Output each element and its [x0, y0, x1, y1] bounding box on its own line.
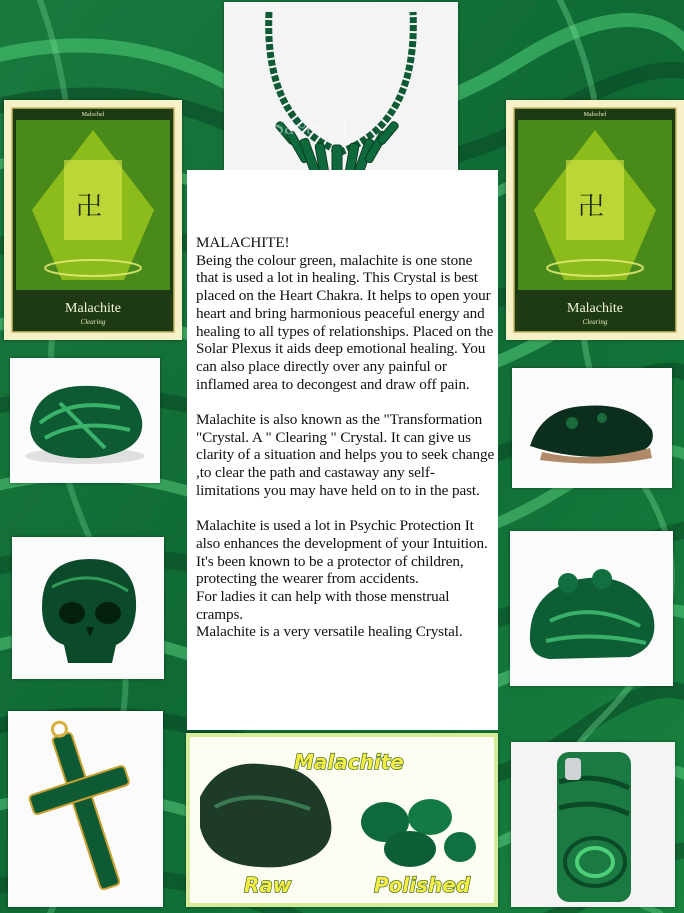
card-title: Malachite	[65, 301, 121, 316]
necklace-watermark: Sa~bead	[272, 114, 348, 139]
oracle-card-left	[4, 100, 182, 340]
oracle-card-image	[506, 100, 684, 340]
description-paragraph-1: MALACHITE! Being the colour green, malachite is one stone that is used a lot in healing. This Crystal is best placed on the Heart Chakra. It helps to open your heart and bring harmonious peaceful energy and healing to all types of relationships. Placed on the Solar Plexus it aids deep emotional healing. You can also place directly over any painful or inflamed area to decongest and draw off pain.	[196, 234, 494, 393]
raw-polished-photo	[186, 733, 498, 907]
card-subtitle: Clearing	[582, 318, 608, 326]
malachite-description	[187, 170, 498, 730]
phone-case-image	[511, 742, 675, 907]
card-subtitle: Clearing	[80, 318, 106, 326]
raw-label: Raw	[244, 873, 292, 897]
raw-polished-image	[190, 737, 494, 903]
raw-cluster-photo	[512, 368, 672, 488]
polished-stone-image	[10, 358, 160, 483]
malachite-skull-photo	[12, 537, 164, 679]
phone-case-photo	[511, 742, 675, 907]
card-top-label: Malochel	[583, 112, 607, 118]
frog-image	[510, 531, 673, 686]
description-paragraph-2: Malachite is also known as the "Transformation "Crystal. A " Clearing " Crystal. It can give us clarity of a situation and helps you to seek change ,to clear the path and castaway any self- limitations you may have held on to in the past.	[196, 411, 495, 499]
cross-pendant-photo	[8, 711, 163, 907]
card-title: Malachite	[567, 301, 623, 316]
raw-cluster-image	[512, 368, 672, 488]
svg-text:卍: 卍	[578, 192, 605, 222]
card-top-label: Malochel	[81, 112, 105, 118]
description-paragraph-3: Malachite is used a lot in Psychic Protection It also enhances the development of your Intuition. It's been known to be a protector of children, protecting the wearer from accidents. For ladies it can help with those menstrual cramps. Malachite is a very versatile healing Crystal.	[196, 517, 488, 641]
malachite-frog-photo	[510, 531, 673, 686]
skull-image	[12, 537, 164, 679]
cross-pendant-image	[8, 711, 163, 907]
raw-polished-title: Malachite	[294, 750, 404, 774]
svg-text:卍: 卍	[76, 192, 103, 222]
polished-stone-photo	[10, 358, 160, 483]
oracle-card-image	[4, 100, 182, 340]
oracle-card-right	[506, 100, 684, 340]
polished-label: Polished	[374, 873, 471, 897]
